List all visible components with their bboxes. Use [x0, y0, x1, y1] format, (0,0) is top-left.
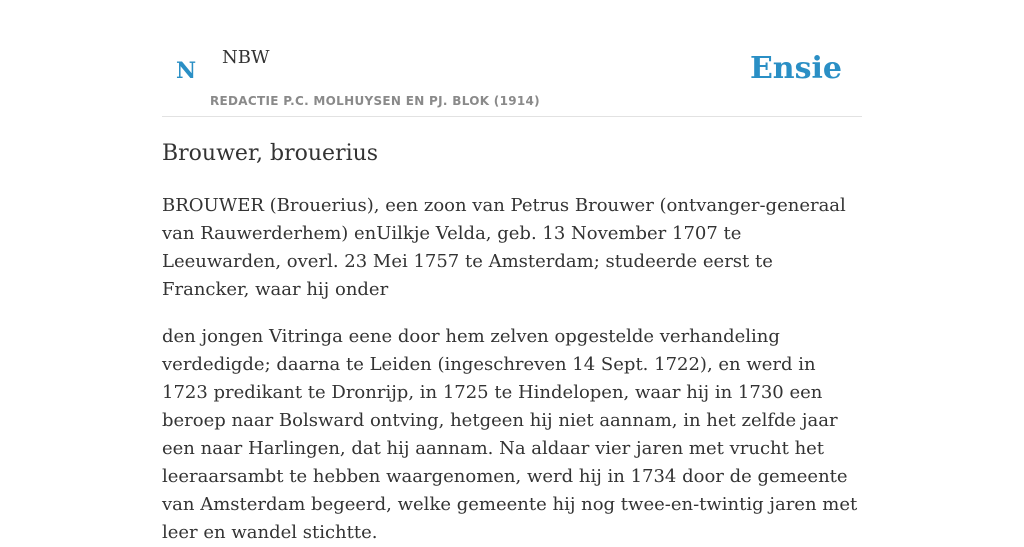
- source-badge[interactable]: N: [176, 58, 197, 84]
- source-editors: REDACTIE P.C. MOLHUYSEN EN PJ. BLOK (1914): [210, 94, 540, 108]
- source-header: [162, 0, 862, 117]
- article: [162, 138, 862, 547]
- source-title[interactable]: NBW: [222, 47, 270, 68]
- article-title: Brouwer, brouerius: [162, 141, 379, 166]
- article-paragraph: den jongen Vitringa eene door hem zelven opgestelde verhandeling verdedigde; daarna te Leiden (ingeschreven 14 Sept. 1722), en werd in 1723 predikant te Dronrijp, in 1725 te Hindelopen, waar hij in 1730 een beroep naar Bolsward ontving, hetgeen hij niet aannam, in het zelfde jaar een naar Harlingen, dat hij aannam. Na aldaar vier jaren met vrucht het leeraarsambt te hebben waargenomen, werd hij in 1734 door de gemeente van Amsterdam begeerd, welke gemeente hij nog twee-en-twintig jaren met leer en wandel stichtte.: [162, 326, 858, 543]
- ensie-logo[interactable]: Ensie: [749, 51, 842, 86]
- article-paragraph: BROUWER (Brouerius), een zoon van Petrus Brouwer (ontvanger-generaal van Rauwerderhem) enUilkje Velda, geb. 13 November 1707 te Leeuwarden, overl. 23 Mei 1757 te Amsterdam; studeerde eerst te Francker, waar hij onder: [162, 195, 846, 300]
